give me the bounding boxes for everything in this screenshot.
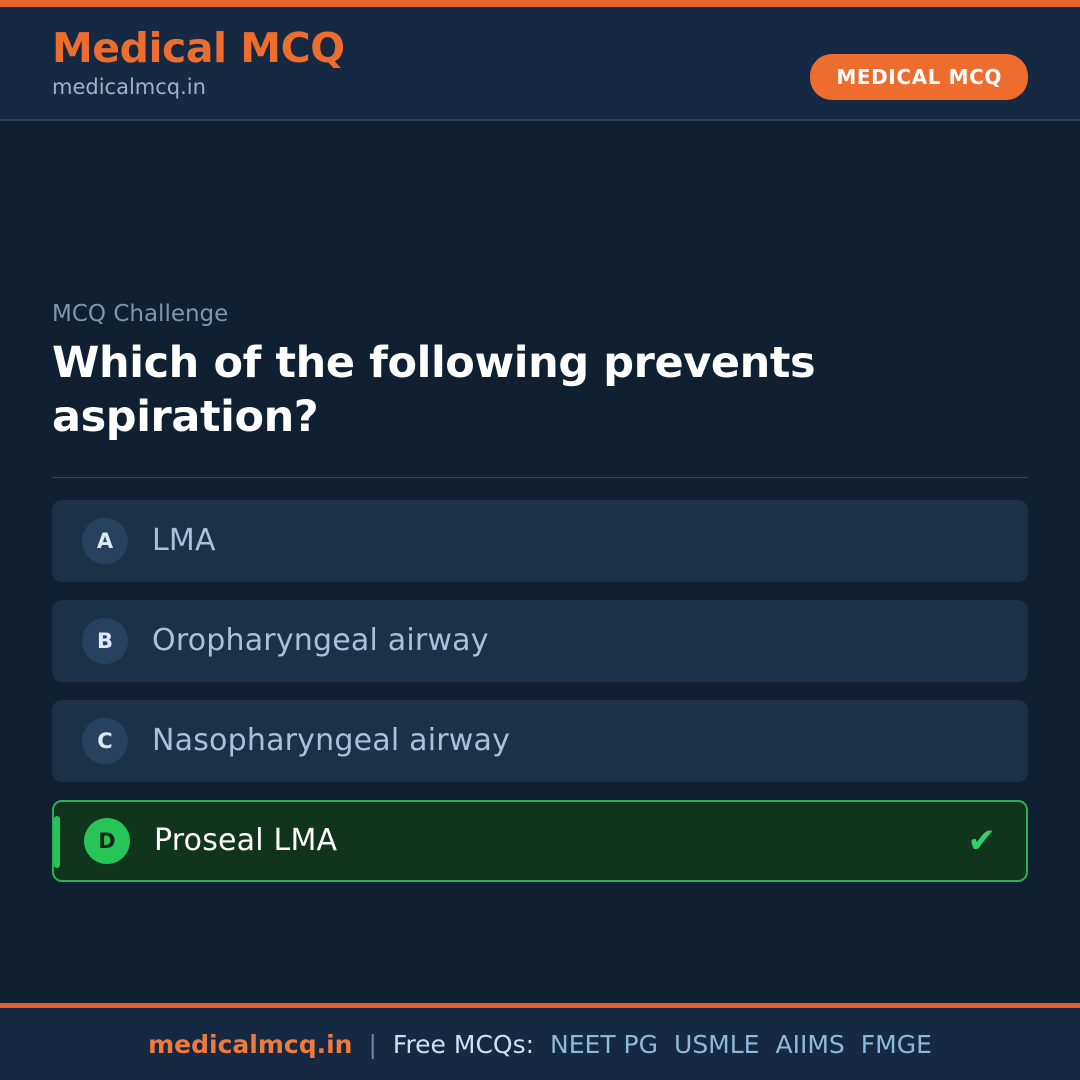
correct-indicator-bar	[54, 816, 60, 868]
footer-label: Free MCQs:	[392, 1029, 535, 1059]
option-a-letter: A	[82, 518, 128, 564]
option-b-label: Oropharyngeal airway	[152, 623, 489, 658]
footer-exam-aiims: AIIMS	[775, 1029, 845, 1059]
question-text: Which of the following prevents aspiration?	[52, 338, 816, 442]
page-header	[0, 7, 1080, 121]
footer-site: medicalmcq.in	[148, 1029, 353, 1059]
divider	[52, 477, 1028, 478]
option-b-letter: B	[82, 618, 128, 664]
footer-exam-usmle: USMLE	[674, 1029, 760, 1059]
option-d-letter: D	[84, 818, 130, 864]
option-d-label: Proseal LMA	[154, 823, 338, 858]
page-footer	[0, 1008, 1080, 1080]
kicker-label: MCQ Challenge	[52, 301, 229, 327]
option-b[interactable]	[52, 600, 1028, 682]
option-c[interactable]	[52, 700, 1028, 782]
option-c-letter: C	[82, 718, 128, 764]
option-d[interactable]	[52, 800, 1028, 882]
main-content	[0, 121, 1080, 1003]
header-badge: MEDICAL MCQ	[810, 54, 1028, 100]
brand	[52, 24, 345, 99]
options-list	[52, 500, 1028, 882]
question-block	[52, 301, 1028, 882]
option-c-label: Nasopharyngeal airway	[152, 723, 511, 758]
footer-separator: |	[368, 1029, 377, 1059]
check-icon: ✔	[967, 820, 996, 861]
top-accent-bar	[0, 0, 1080, 7]
option-a-label: LMA	[152, 523, 216, 558]
brand-subtitle: medicalmcq.in	[52, 74, 206, 99]
footer-exam-neetpg: NEET PG	[550, 1029, 659, 1059]
footer-exam-fmge: FMGE	[860, 1029, 932, 1059]
option-a[interactable]	[52, 500, 1028, 582]
brand-title: Medical MCQ	[52, 24, 345, 73]
